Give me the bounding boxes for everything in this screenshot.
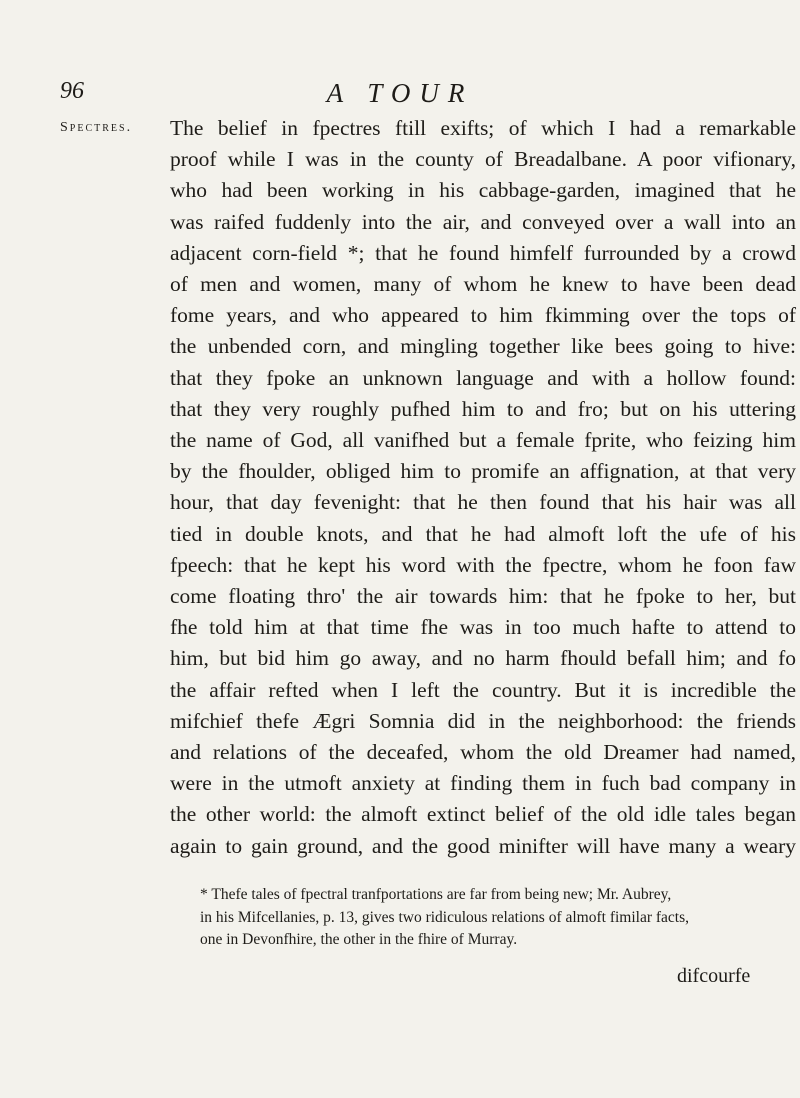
text-line: fhe told him at that time fhe was in too much hafte to attend to	[170, 615, 796, 640]
footnote	[200, 884, 800, 952]
footnote-line: * Thefe tales of fpectral tranfportations are far from being new; Mr. Aubrey,	[200, 886, 672, 903]
text-line: hour, that day fevenight: that he then found that his hair was all	[170, 490, 796, 515]
text-line: were in the utmoft anxiety at finding them in fuch bad company in	[170, 771, 796, 796]
text-line: the affair refted when I left the country. But it is incredible the	[170, 677, 796, 702]
text-line: of men and women, many of whom he knew to have been dead	[170, 272, 796, 297]
text-line: mifchief thefe Ægri Somnia did in the neighborhood: the friends	[170, 708, 796, 733]
body-text	[170, 113, 796, 862]
text-line: him, but bid him go away, and no harm fhould befall him; and fo	[170, 646, 796, 671]
text-line: adjacent corn-field *; that he found himfelf furrounded by a crowd	[170, 240, 796, 265]
text-line: was raifed fuddenly into the air, and conveyed over a wall into an	[170, 209, 796, 234]
text-line: fpeech: that he kept his word with the fpectre, whom he foon faw	[170, 552, 796, 577]
running-head: A TOUR	[326, 78, 474, 108]
text-line: tied in double knots, and that he had almoft loft the ufe of his	[170, 521, 796, 546]
text-line: the other world: the almoft extinct belief of the old idle tales began	[170, 802, 796, 827]
text-line: the name of God, all vanifhed but a female fprite, who feizing him	[170, 428, 796, 453]
margin-note: Spectres.	[60, 120, 133, 135]
text-line: proof while I was in the county of Breadalbane. A poor vifionary,	[170, 147, 796, 172]
page-number: 96	[60, 78, 84, 104]
text-line: that they very roughly pufhed him to and fro; but on his uttering	[170, 396, 796, 421]
text-line: and relations of the deceafed, whom the old Dreamer had named,	[170, 740, 796, 765]
text-line: come floating thro' the air towards him: that he fpoke to her, but	[170, 584, 796, 609]
text-line: the unbended corn, and mingling together like bees going to hive:	[170, 334, 796, 359]
text-line: fome years, and who appeared to him fkimming over the tops of	[170, 303, 796, 328]
footnote-line: one in Devonfhire, the other in the fhire of Murray.	[200, 931, 518, 948]
text-line: who had been working in his cabbage-garden, imagined that he	[170, 178, 796, 203]
text-line: The belief in fpectres ftill exifts; of which I had a remarkable	[170, 116, 796, 140]
footnote-line: in his Mifcellanies, p. 13, gives two ridiculous relations of almoft fimilar facts,	[200, 908, 690, 926]
text-line: that they fpoke an unknown language and with a hollow found:	[170, 365, 796, 390]
text-line: by the fhoulder, obliged him to promife an affignation, at that very	[170, 459, 796, 484]
catchword: difcourfe	[677, 965, 751, 987]
text-line: again to gain ground, and the good minifter will have many a weary	[170, 833, 796, 858]
